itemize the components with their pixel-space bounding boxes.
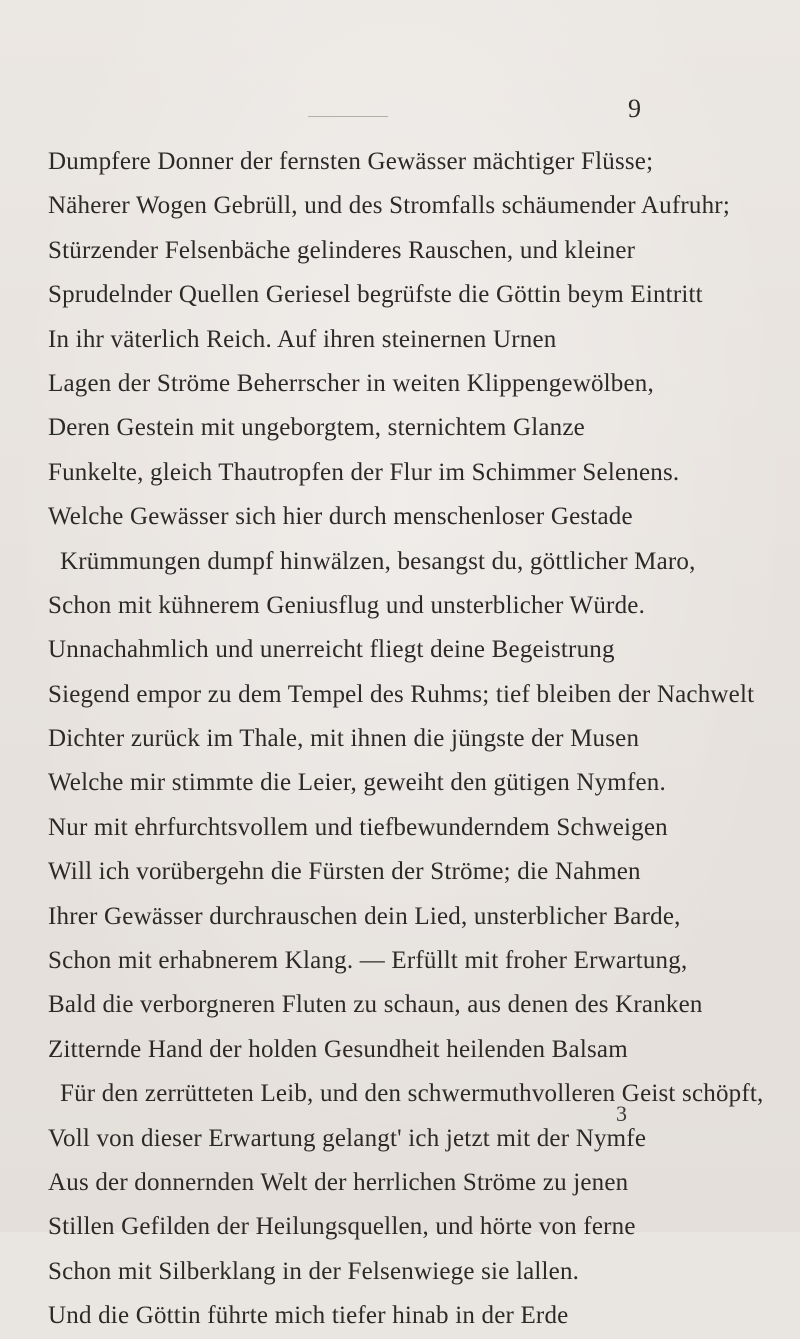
- poem-line: Welche Gewässer sich hier durch menschenloser Gestade: [48, 503, 633, 531]
- poem-line: Siegend empor zu dem Tempel des Ruhms; tief bleiben der Nachwelt: [48, 680, 755, 708]
- signature-mark: 3: [616, 1101, 627, 1126]
- poem-line: Funkelte, gleich Thautropfen der Flur im Schimmer Selenens.: [48, 458, 680, 486]
- poem-line: Nur mit ehrfurchtsvollem und tiefbewunderndem Schweigen: [48, 813, 668, 841]
- poem-line: Welche mir stimmte die Leier, geweiht den gütigen Nymfen.: [48, 769, 666, 797]
- poem-line: In ihr väterlich Reich. Auf ihren steinernen Urnen: [48, 325, 557, 353]
- poem-line: Stillen Gefilden der Heilungsquellen, und hörte von ferne: [48, 1213, 636, 1241]
- header-rule: [308, 116, 388, 117]
- poem-line: Stürzender Felsenbäche gelinderes Rauschen, und kleiner: [48, 236, 636, 264]
- poem-line: Schon mit kühnerem Geniusflug und unsterblicher Würde.: [48, 591, 646, 619]
- poem-line: Dichter zurück im Thale, mit ihnen die jüngste der Musen: [48, 725, 640, 753]
- poem-line: Aus der donnernden Welt der herrlichen Ströme zu jenen: [48, 1168, 629, 1196]
- poem-line: Dumpfere Donner der fernsten Gewässer mächtiger Flüsse;: [48, 148, 654, 175]
- poem-line: Krümmungen dumpf hinwälzen, besangst du, göttlicher Maro,: [60, 547, 696, 575]
- poem-line: Näherer Wogen Gebrüll, und des Stromfalls schäumender Aufruhr;: [48, 192, 730, 220]
- poem-line: Und die Göttin führte mich tiefer hinab in der Erde: [48, 1302, 569, 1330]
- poem-line: Bald die verborgneren Fluten zu schaun, aus denen des Kranken: [48, 991, 703, 1019]
- page-number: 9: [628, 94, 641, 123]
- poem-line: Schon mit Silberklang in der Felsenwiege sie lallen.: [48, 1257, 580, 1285]
- poem-line: Ihrer Gewässer durchrauschen dein Lied, unsterblicher Barde,: [48, 902, 681, 930]
- poem-line: Lagen der Ströme Beherrscher in weiten Klippengewölben,: [48, 369, 654, 397]
- poem-line: Schon mit erhabnerem Klang. — Erfüllt mit froher Erwartung,: [48, 947, 688, 975]
- poem-line: Will ich vorübergehn die Fürsten der Ströme; die Nahmen: [48, 858, 641, 886]
- poem-line: Sprudelnder Quellen Geriesel begrüfste die Göttin beym Eintritt: [48, 281, 703, 309]
- poem-line: Voll von dieser Erwartung gelangt' ich jetzt mit der Nymfe: [48, 1124, 647, 1152]
- poem-line: Für den zerrütteten Leib, und den schwermuthvolleren Geist schöpft,: [60, 1080, 764, 1108]
- poem-line: Unnachahmlich und unerreicht fliegt deine Begeistrung: [48, 636, 615, 664]
- poem-text: [48, 140, 788, 1339]
- poem-line: Zitternde Hand der holden Gesundheit heilenden Balsam: [48, 1035, 628, 1063]
- poem-line: Deren Gestein mit ungeborgtem, sternichtem Glanze: [48, 414, 585, 442]
